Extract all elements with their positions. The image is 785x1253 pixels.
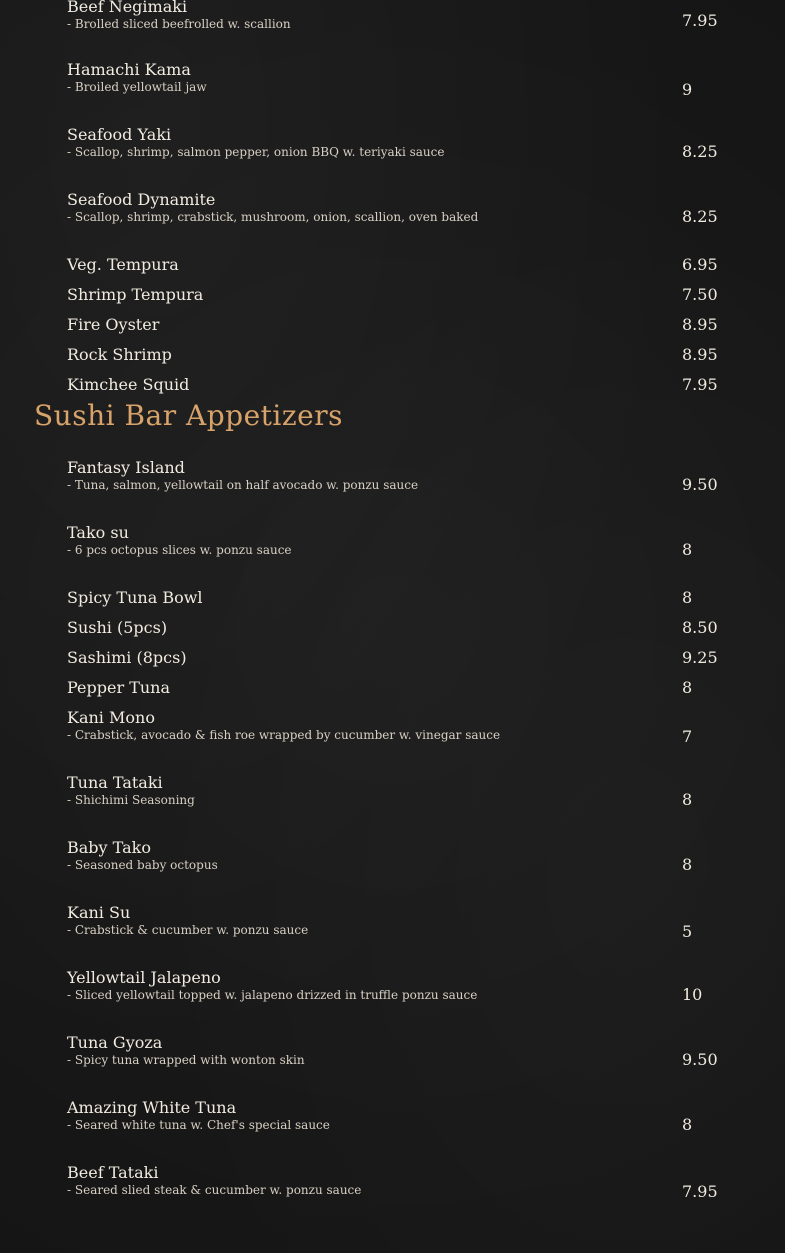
item-name: Shrimp Tempura bbox=[67, 285, 204, 304]
item-price: 7.95 bbox=[682, 1182, 718, 1201]
item-description: - Brolled sliced beefrolled w. scallion bbox=[67, 17, 291, 31]
item-price: 9 bbox=[682, 80, 693, 99]
item-name: Kani Mono bbox=[67, 708, 155, 727]
item-price: 10 bbox=[682, 985, 703, 1004]
menu-item bbox=[67, 0, 727, 39]
item-description: - Crabstick, avocado & fish roe wrapped by cucumber w. vinegar sauce bbox=[67, 728, 501, 742]
item-name: Beef Tataki bbox=[67, 1163, 159, 1182]
item-name: Seafood Yaki bbox=[67, 125, 172, 144]
item-price: 6.95 bbox=[682, 255, 718, 274]
menu-item bbox=[67, 60, 727, 102]
section-title-sushi-bar-appetizers: Sushi Bar Appetizers bbox=[34, 399, 343, 432]
item-name: Sashimi (8pcs) bbox=[67, 648, 187, 667]
item-name: Kani Su bbox=[67, 903, 131, 922]
item-price: 8.95 bbox=[682, 315, 718, 334]
item-description: - Crabstick & cucumber w. ponzu sauce bbox=[67, 923, 309, 937]
item-name: Tuna Tataki bbox=[67, 773, 163, 792]
menu-item bbox=[67, 190, 727, 232]
menu-item bbox=[67, 968, 727, 1010]
item-description: - Sliced yellowtail topped w. jalapeno drizzed in truffle ponzu sauce bbox=[67, 988, 478, 1002]
menu-item bbox=[67, 618, 727, 640]
item-name: Hamachi Kama bbox=[67, 60, 191, 79]
item-price: 7.95 bbox=[682, 375, 718, 394]
item-description: - Seared white tuna w. Chef's special sauce bbox=[67, 1118, 330, 1132]
item-price: 8 bbox=[682, 678, 693, 697]
menu-item bbox=[67, 1163, 727, 1205]
menu-item bbox=[67, 458, 727, 500]
item-description: - Shichimi Seasoning bbox=[67, 793, 195, 807]
item-description: - Spicy tuna wrapped with wonton skin bbox=[67, 1053, 305, 1067]
item-price: 8 bbox=[682, 790, 693, 809]
menu-item bbox=[67, 523, 727, 565]
menu-item bbox=[67, 1033, 727, 1075]
item-price: 8.50 bbox=[682, 618, 718, 637]
menu-item bbox=[67, 678, 727, 700]
menu-item bbox=[67, 588, 727, 610]
item-price: 8.25 bbox=[682, 142, 718, 161]
item-description: - Scallop, shrimp, salmon pepper, onion BBQ w. teriyaki sauce bbox=[67, 145, 445, 159]
menu-item bbox=[67, 708, 727, 750]
menu-item bbox=[67, 773, 727, 815]
menu-item bbox=[67, 375, 727, 397]
item-price: 8 bbox=[682, 588, 693, 607]
menu-item bbox=[67, 838, 727, 880]
item-price: 8 bbox=[682, 540, 693, 559]
item-name: Yellowtail Jalapeno bbox=[67, 968, 221, 987]
menu-item bbox=[67, 255, 727, 277]
item-price: 9.25 bbox=[682, 648, 718, 667]
menu-item bbox=[67, 285, 727, 307]
menu-item bbox=[67, 315, 727, 337]
menu-item bbox=[67, 345, 727, 367]
item-price: 7 bbox=[682, 727, 693, 746]
item-price: 9.50 bbox=[682, 1050, 718, 1069]
item-name: Spicy Tuna Bowl bbox=[67, 588, 203, 607]
item-description: - Tuna, salmon, yellowtail on half avocado w. ponzu sauce bbox=[67, 478, 419, 492]
item-name: Pepper Tuna bbox=[67, 678, 171, 697]
item-description: - Seared slied steak & cucumber w. ponzu sauce bbox=[67, 1183, 362, 1197]
menu-item bbox=[67, 125, 727, 167]
item-price: 8 bbox=[682, 1115, 693, 1134]
item-description: - Seasoned baby octopus bbox=[67, 858, 218, 872]
item-price: 7.95 bbox=[682, 11, 718, 30]
menu-item bbox=[67, 648, 727, 670]
item-name: Tako su bbox=[67, 523, 129, 542]
item-description: - Scallop, shrimp, crabstick, mushroom, onion, scallion, oven baked bbox=[67, 210, 479, 224]
item-name: Kimchee Squid bbox=[67, 375, 190, 394]
item-name: Amazing White Tuna bbox=[67, 1098, 237, 1117]
item-name: Beef Negimaki bbox=[67, 0, 188, 16]
item-name: Sushi (5pcs) bbox=[67, 618, 168, 637]
item-name: Tuna Gyoza bbox=[67, 1033, 163, 1052]
menu-item bbox=[67, 1098, 727, 1140]
item-price: 7.50 bbox=[682, 285, 718, 304]
item-price: 9.50 bbox=[682, 475, 718, 494]
item-price: 8 bbox=[682, 855, 693, 874]
item-name: Rock Shrimp bbox=[67, 345, 172, 364]
item-name: Baby Tako bbox=[67, 838, 151, 857]
item-name: Fire Oyster bbox=[67, 315, 160, 334]
item-name: Veg. Tempura bbox=[67, 255, 179, 274]
item-price: 5 bbox=[682, 922, 693, 941]
item-price: 8.25 bbox=[682, 207, 718, 226]
item-description: - 6 pcs octopus slices w. ponzu sauce bbox=[67, 543, 292, 557]
item-name: Fantasy Island bbox=[67, 458, 185, 477]
item-price: 8.95 bbox=[682, 345, 718, 364]
menu-item bbox=[67, 903, 727, 945]
item-name: Seafood Dynamite bbox=[67, 190, 216, 209]
item-description: - Broiled yellowtail jaw bbox=[67, 80, 207, 94]
